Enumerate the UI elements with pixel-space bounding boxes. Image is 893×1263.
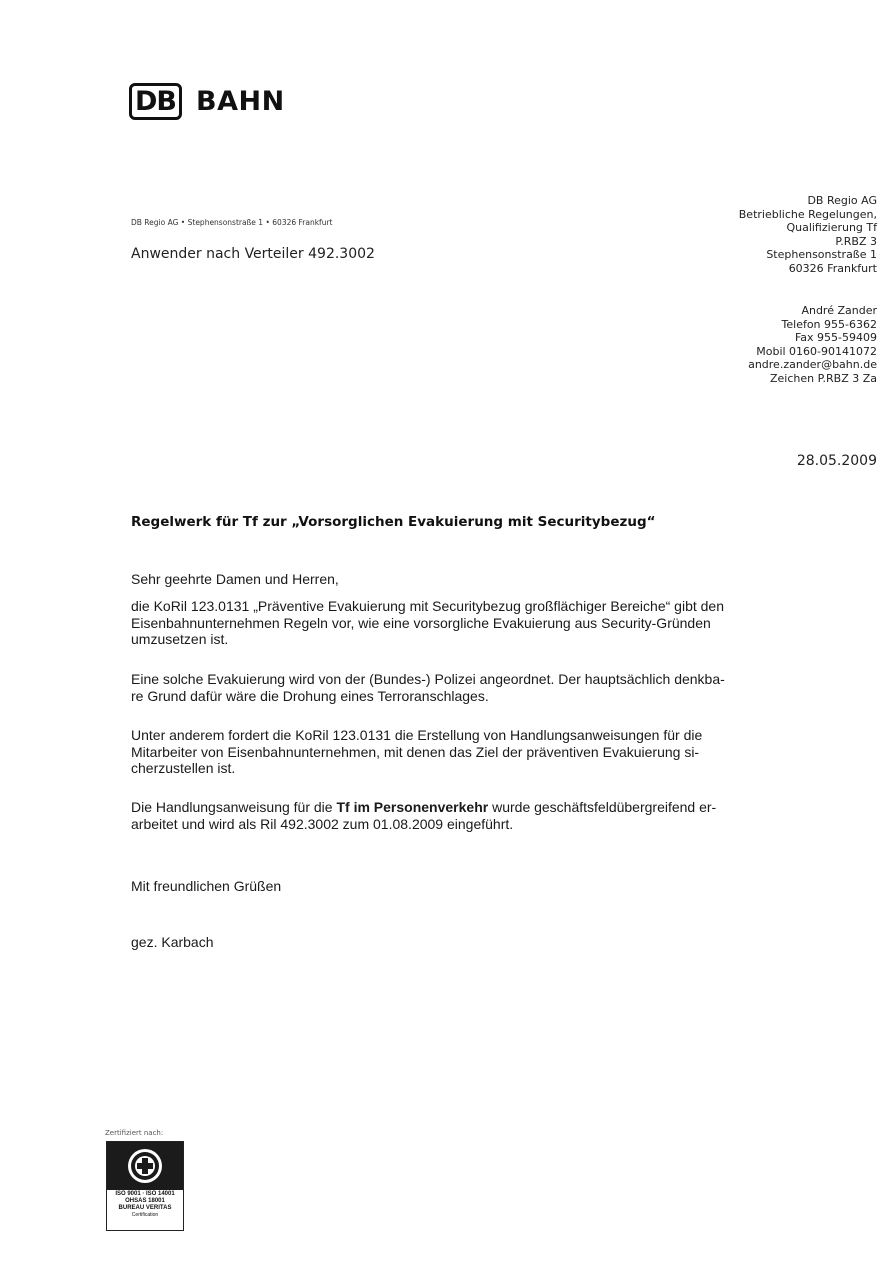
contact-fax: Fax 955-59409 [794,331,877,344]
letter-date: 28.05.2009 [796,453,877,469]
address-line: Betriebliche Regelungen, [738,207,877,221]
sender-return-address: DB Regio AG • Stephensonstraße 1 • 60326 Frankfurt [131,218,333,227]
paragraph-line: Eisenbahnunternehmen Regeln vor, wie eine vorsorgliche Evakuierung aus Security-Gründen [131,614,711,631]
contact-reference: Zeichen P.RBZ 3 Za [769,371,877,385]
cert-line: BUREAU VERITAS [118,1205,172,1211]
bureau-veritas-seal-icon [107,1142,183,1190]
cert-line: OHSAS 18001 [125,1198,165,1204]
certification-caption: Zertifiziert nach: [105,1129,164,1137]
paragraph-3 [131,727,871,777]
contact-name: André Zander [801,304,877,317]
logo-wordmark: BAHN [196,85,285,117]
certification-text [107,1191,183,1219]
address-line: 60326 Frankfurt [788,261,877,275]
address-line: Qualifizierung Tf [786,221,877,234]
contact-mobile: Mobil 0160-90141072 [756,344,877,358]
paragraph-line: cherzustellen ist. [131,760,236,776]
paragraph-line [131,799,871,816]
contact-phone: Telefon 955-6362 [781,317,877,331]
p4-text-before: Die Handlungsanweisung für die [131,799,337,815]
cert-line: Certification [131,1212,159,1218]
contact-block [748,304,877,385]
paragraph-line: Unter anderem fordert die KoRil 123.0131 die Erstellung von Handlungsanweisungen für die [131,727,703,743]
paragraph-line: re Grund dafür wäre die Drohung eines Terroranschlages. [131,687,489,704]
db-bahn-logo [129,82,285,120]
closing: Mit freundlichen Grüßen [131,878,282,894]
address-line: DB Regio AG [807,194,877,207]
paragraph-line: arbeitet und wird als Ril 492.3002 zum 01.08.2009 eingeführt. [131,815,514,832]
sender-address-block [739,194,877,275]
contact-email: andre.zander@bahn.de [748,358,877,371]
p4-text-after: wurde geschäftsfeldübergreifend er- [488,799,717,815]
p4-bold-text: Tf im Personenverkehr [336,799,489,815]
paragraph-line: die KoRil 123.0131 „Präventive Evakuierung mit Securitybezug großflächiger Bereiche“ gibt den [131,598,724,614]
recipient: Anwender nach Verteiler 492.3002 [131,246,375,262]
cert-line: ISO 9001 · ISO 14001 [115,1191,175,1197]
address-line: P.RBZ 3 [835,234,877,248]
paragraph-line: Eine solche Evakuierung wird von der (Bundes-) Polizei angeordnet. Der hauptsächlich denkba- [131,671,725,687]
paragraph-4 [131,799,871,832]
db-logo-mark: DB [129,83,182,120]
address-line: Stephensonstraße 1 [766,248,877,261]
paragraph-line: Mitarbeiter von Eisenbahnunternehmen, mit denen das Ziel der präventiven Evakuierung si- [131,743,700,760]
paragraph-1 [131,598,871,648]
letter-subject: Regelwerk für Tf zur „Vorsorglichen Evakuierung mit Securitybezug“ [131,514,656,530]
certification-seal [106,1141,184,1231]
paragraph-2 [131,671,871,704]
salutation: Sehr geehrte Damen und Herren, [131,571,339,587]
paragraph-line: umzusetzen ist. [131,631,229,647]
signature: gez. Karbach [131,934,214,950]
